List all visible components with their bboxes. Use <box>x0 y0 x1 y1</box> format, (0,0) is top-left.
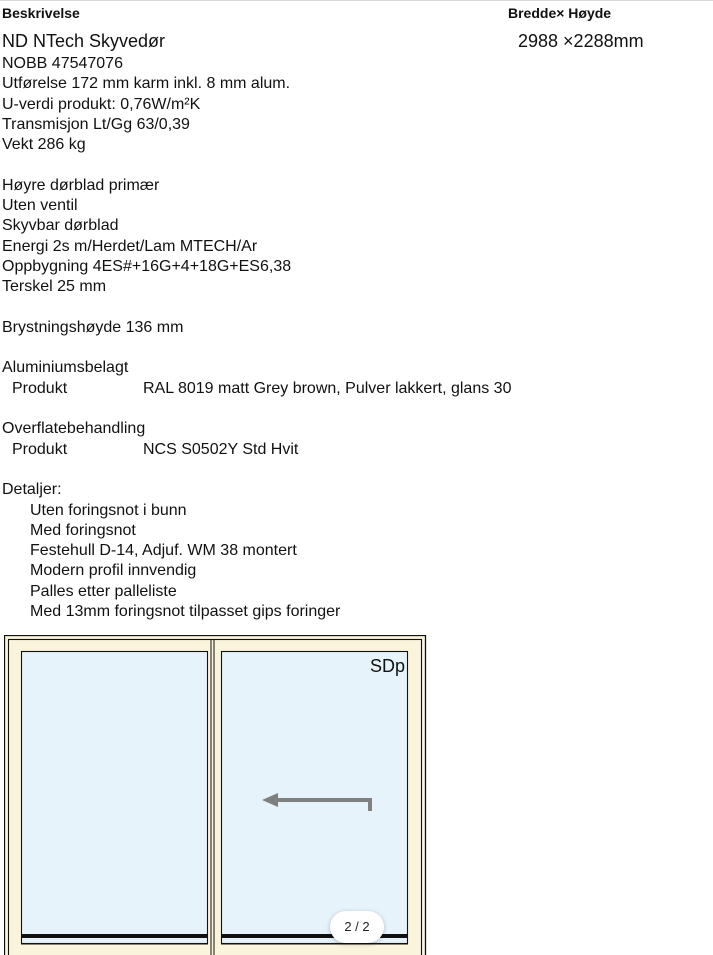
spec-leaf: Høyre dørblad primær <box>2 176 511 196</box>
size-column-header: Bredde× Høyde <box>508 5 611 21</box>
left-bottom-rail <box>21 934 208 938</box>
page-indicator[interactable]: 2 / 2 <box>330 911 384 943</box>
spec-execution: Utførelse 172 mm karm inkl. 8 mm alum. <box>2 74 511 94</box>
spec-weight: Vekt 286 kg <box>2 135 511 155</box>
description-column-header: Beskrivelse <box>2 5 80 21</box>
spec-list <box>2 54 511 622</box>
spec-parapet: Brystningshøyde 136 mm <box>2 318 511 338</box>
spec-u-value: U-verdi produkt: 0,76W/m²K <box>2 95 511 115</box>
spec-nobb: NOBB 47547076 <box>2 54 511 74</box>
spacer <box>2 399 511 419</box>
spec-energy: Energi 2s m/Herdet/Lam MTECH/Ar <box>2 237 511 257</box>
details-item: Modern profil innvendig <box>2 561 511 581</box>
spacer <box>2 298 511 318</box>
spec-threshold: Terskel 25 mm <box>2 277 511 297</box>
details-heading: Detaljer: <box>2 480 511 500</box>
spacer <box>2 155 511 175</box>
surface-product-label: Produkt <box>2 440 143 460</box>
sliding-leaf-label: SDp <box>370 656 405 676</box>
aluminium-product-value: RAL 8019 matt Grey brown, Pulver lakkert, glans 30 <box>143 380 511 397</box>
spacer <box>2 338 511 358</box>
left-glass-pane <box>22 652 208 944</box>
surface-product-value: NCS S0502Y Std Hvit <box>143 441 298 458</box>
spacer <box>2 460 511 480</box>
right-glass-pane <box>222 652 408 944</box>
aluminium-row <box>2 379 511 399</box>
spec-vent: Uten ventil <box>2 196 511 216</box>
details-item: Palles etter palleliste <box>2 582 511 602</box>
details-item: Med 13mm foringsnot tilpasset gips foringer <box>2 602 511 622</box>
aluminium-heading: Aluminiumsbelagt <box>2 358 511 378</box>
spec-build: Oppbygning 4ES#+16G+4+18G+ES6,38 <box>2 257 511 277</box>
product-title: ND NTech Skyvedør <box>2 31 165 52</box>
top-divider <box>0 0 713 1</box>
details-item: Festehull D-14, Adjuf. WM 38 montert <box>2 541 511 561</box>
door-drawing <box>4 635 428 955</box>
surface-heading: Overflatebehandling <box>2 419 511 439</box>
aluminium-product-label: Produkt <box>2 379 143 399</box>
details-item: Med foringsnot <box>2 521 511 541</box>
spec-transmission: Transmisjon Lt/Gg 63/0,39 <box>2 115 511 135</box>
product-dimensions: 2988 ×2288mm <box>518 31 644 52</box>
spec-sliding: Skyvbar dørblad <box>2 216 511 236</box>
details-item: Uten foringsnot i bunn <box>2 501 511 521</box>
surface-row <box>2 440 511 460</box>
